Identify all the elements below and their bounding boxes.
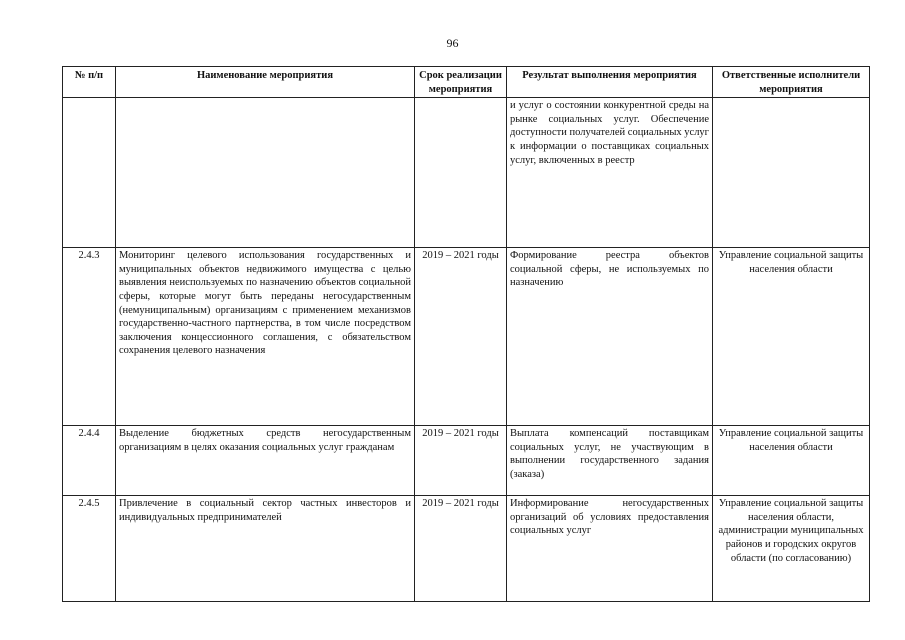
cell-result: и услуг о состоянии конкурентной среды на рынке социальных услуг. Обеспечение доступности получателей социальных услуг к информации о поставщиках социальных услуг, включенных в реестр [507,98,713,248]
header-result: Результат выполнения мероприятия [507,67,713,98]
cell-name: Выделение бюджетных средств негосударственным организациям в целях оказания социальных услуг гражданам [116,426,415,496]
page-number: 96 [446,36,459,50]
cell-term: 2019 – 2021 годы [415,426,507,496]
cell-result: Формирование реестра объектов социальной сферы, не используемых по назначению [507,248,713,426]
header-num: № п/п [63,67,116,98]
cell-term: 2019 – 2021 годы [415,248,507,426]
cell-executors [713,98,870,248]
table-row [63,496,870,602]
cell-term [415,98,507,248]
cell-num: 2.4.5 [63,496,116,602]
cell-name: Мониторинг целевого использования государственных и муниципальных объектов недвижимого имущества с целью выявления неиспользуемых по назначению объектов социальной сферы, которые могут быть переданы негосударственным (немуниципальным) организациям с применением механизмов государственно-частного партнерства, в том числе посредством заключения концессионного соглашения, с обязательством сохранения целевого назначения [116,248,415,426]
header-term: Срок реализации мероприятия [415,67,507,98]
cell-result: Выплата компенсаций поставщикам социальных услуг, не участвующим в выполнении государственного задания (заказа) [507,426,713,496]
table-header-row [63,67,870,98]
cell-num: 2.4.3 [63,248,116,426]
cell-name [116,98,415,248]
cell-executors: Управление социальной защиты населения области [713,248,870,426]
table-row [63,248,870,426]
cell-name: Привлечение в социальный сектор частных инвесторов и индивидуальных предпринимателей [116,496,415,602]
measures-table [62,66,870,602]
cell-executors: Управление социальной защиты населения области, администрации муниципальных районов и городских округов области (по согласованию) [713,496,870,602]
cell-executors: Управление социальной защиты населения области [713,426,870,496]
header-executors: Ответственные исполнители мероприятия [713,67,870,98]
cell-term: 2019 – 2021 годы [415,496,507,602]
cell-result: Информирование негосударственных организаций об условиях предоставления социальных услуг [507,496,713,602]
table-row [63,426,870,496]
cell-num: 2.4.4 [63,426,116,496]
header-name: Наименование мероприятия [116,67,415,98]
table-row [63,98,870,248]
cell-num [63,98,116,248]
